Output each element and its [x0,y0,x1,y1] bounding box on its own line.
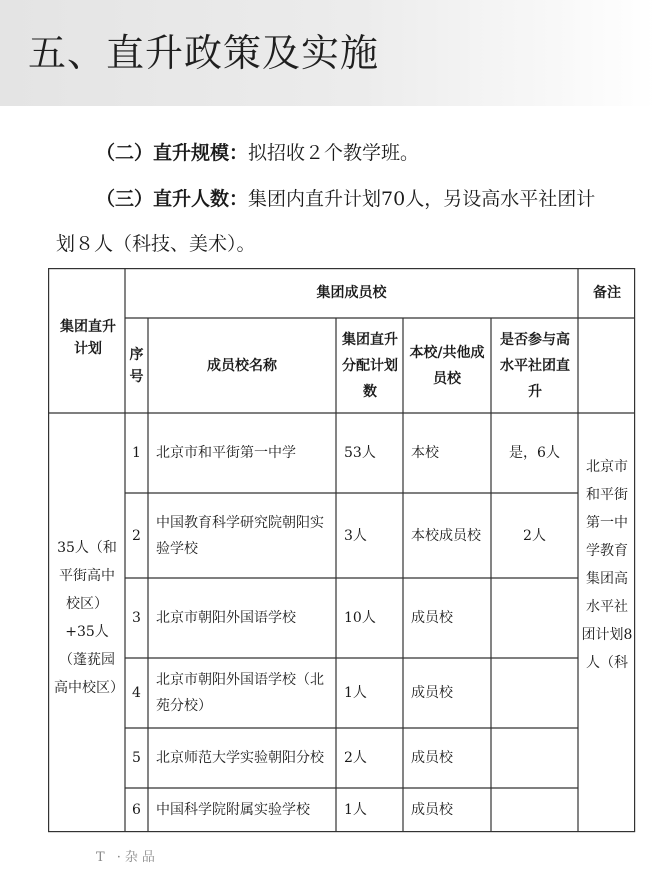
row-1-allocation: 53人 [344,445,376,461]
row-4-type: 成员校 [411,685,453,701]
row-3-school: 北京市朝阳外国语学校 [156,610,296,626]
header-school-type: 本校/共他成员校 [409,344,485,387]
plan-value: 35人（和平街高中校区）+35人（蓬莸园高中校区） [54,540,124,696]
paragraph-scale-text: 拟招收２个教学班。 [248,142,420,164]
row-6-allocation: 1人 [344,802,367,818]
paragraph-count-continued [56,229,256,256]
footer-fragment: T ·杂品 [96,850,159,865]
row-6-type: 成员校 [411,802,453,818]
paragraph-count-label: （三）直升人数： [96,188,249,210]
paragraph-count [96,184,595,211]
row-6-school: 中国科学院附属实验学校 [156,802,310,818]
row-3-type: 成员校 [411,610,453,626]
row-1-seq: 1 [132,445,141,461]
section-banner [0,0,656,106]
row-5-school: 北京师范大学实验朝阳分校 [156,750,324,766]
paragraph-scale-label: （二）直升规模： [96,142,249,164]
row-2-school: 中国教育科学研究院朝阳实验学校 [156,514,324,557]
remark-value: 北京市和平街第一中学教育集团高水平社团计划8人（科 [581,459,633,671]
row-1-school: 北京市和平街第一中学 [156,445,296,461]
admission-table [48,268,636,834]
row-5-seq: 5 [132,750,141,766]
header-allocation: 集团直升分配计划数 [342,331,398,400]
header-club: 是否参与高水平社团直升 [500,331,570,400]
row-3-allocation: 10人 [344,610,376,626]
row-6-club [491,788,578,832]
row-4-allocation: 1人 [344,685,367,701]
row-4-club [491,658,578,728]
header-plan: 集团直升计划 [60,319,116,357]
row-4-school: 北京市朝阳外国语学校（北苑分校） [156,672,324,714]
paragraph-count-text: 集团内直升计划70人，另设高水平社团计 [248,188,596,210]
header-seq: 序号 [129,346,144,385]
section-title: 五、直升政策及实施 [28,31,380,75]
row-3-club [491,578,578,658]
header-remark: 备注 [593,285,621,301]
row-5-club [491,728,578,788]
row-1-club: 是，6人 [509,445,560,461]
row-4-seq: 4 [132,685,141,701]
row-5-allocation: 2人 [344,750,367,766]
header-school-name: 成员校名称 [207,357,277,374]
header-member-schools: 集团成员校 [316,285,387,301]
row-2-allocation: 3人 [344,527,367,544]
row-3-seq: 3 [132,610,141,626]
row-2-type: 本校成员校 [411,527,481,544]
paragraph-scale [96,138,419,165]
row-2-seq: 2 [132,527,141,544]
row-1-type: 本校 [411,445,439,461]
row-2-club: 2人 [523,527,546,544]
paragraph-count-continued-text: 划８人（科技、美术）。 [56,233,256,255]
row-6-seq: 6 [132,802,141,818]
row-5-type: 成员校 [411,750,453,766]
